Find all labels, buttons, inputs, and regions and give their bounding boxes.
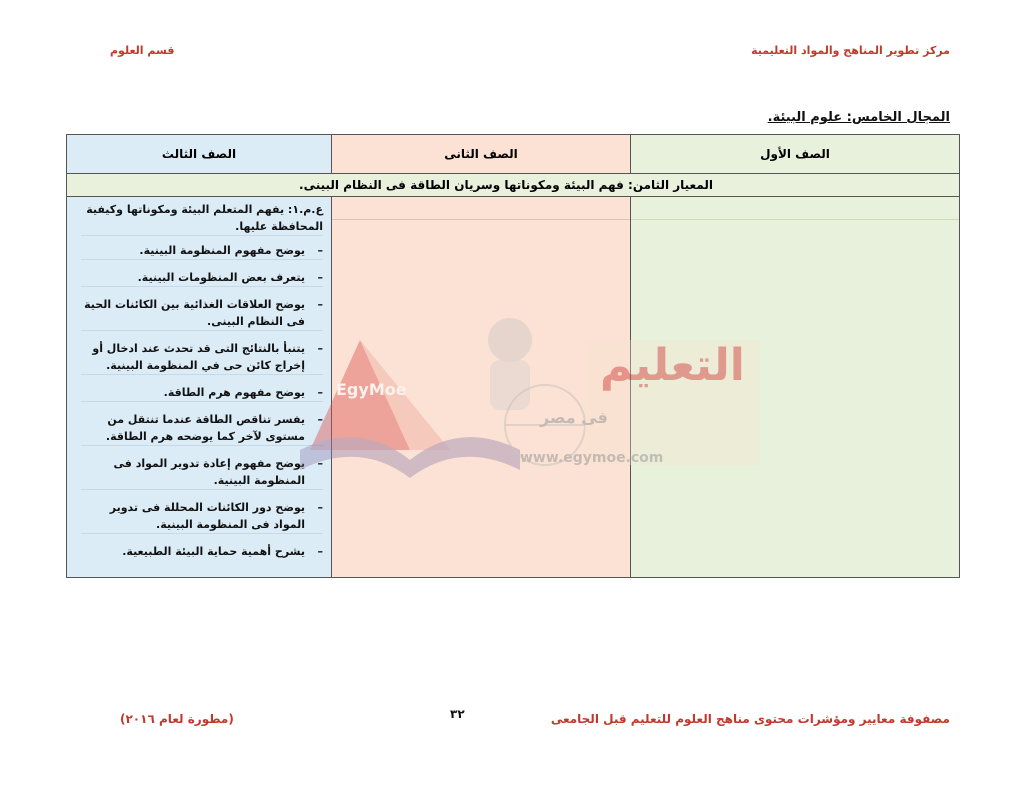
dash-marker: – [317, 298, 323, 311]
col-header-grade2: الصف الثانى [332, 135, 631, 174]
dash-marker: – [317, 545, 323, 558]
list-item: – يشرح أهمية حماية البيئة الطبيعية. [122, 545, 323, 558]
grade2-divider [332, 197, 630, 220]
dash-marker: – [317, 244, 323, 257]
header-org: مركز تطوير المناهج والمواد التعليمية [751, 44, 950, 57]
indicator-list [81, 242, 323, 560]
list-item: – يتعرف بعض المنظومات البينية. [81, 269, 323, 287]
table-header-row [67, 135, 960, 174]
watermark-sub: فى مصر [540, 408, 608, 427]
section-title: المجال الخامس: علوم البيئة. [767, 110, 950, 125]
col-header-grade1: الصف الأول [631, 135, 960, 174]
list-item: – يوضح دور الكائنات المحللة فى تدوير المواد فى المنظومة البينية. [81, 499, 323, 534]
grade2-cell [332, 197, 631, 578]
col-header-grade3: الصف الثالث [67, 135, 332, 174]
grade1-cell [631, 197, 960, 578]
list-item: – يوضح مفهوم إعادة تدوير المواد فى المنظومة البينية. [81, 455, 323, 490]
dash-marker: – [317, 342, 323, 355]
page-number: ٣٢ [450, 707, 465, 721]
standard-row [67, 174, 960, 197]
grade1-divider [631, 197, 959, 220]
dash-marker: – [317, 501, 323, 514]
content-row [67, 197, 960, 578]
list-item: – يوضح مفهوم هرم الطاقة. [81, 384, 323, 402]
dash-marker: – [317, 457, 323, 470]
watermark-url: www.egymoe.com [520, 450, 664, 466]
list-item: – يفسر تناقص الطاقة عندما تنتقل من مستوى لآخر كما يوضحه هرم الطاقة. [81, 411, 323, 446]
list-item: – يوضح مفهوم المنظومة البينية. [81, 242, 323, 260]
list-item: – يتنبأ بالنتائج التى قد تحدث عند ادخال أو إخراج كائن حى في المنظومة البينية. [81, 340, 323, 375]
standard-text: المعيار الثامن: فهم البيئة ومكوناتها وسريان الطاقة فى النظام البينى. [67, 174, 960, 197]
footer-title: مصفوفة معايير ومؤشرات محتوى مناهج العلوم للتعليم قبل الجامعى [550, 712, 950, 726]
watermark-main: التعليم [600, 340, 745, 391]
dash-marker: – [317, 413, 323, 426]
list-item: – يوضح العلاقات الغذائية بين الكائنات الحية فى النظام البينى. [81, 296, 323, 331]
dash-marker: – [317, 386, 323, 399]
grade3-cell [67, 197, 332, 578]
dash-marker: – [317, 271, 323, 284]
standards-table [66, 134, 960, 578]
watermark-brand: EgyMoe [336, 380, 407, 399]
objective-text: ع.م.١: يفهم المتعلم البيئة ومكوناتها وكيفية المحافظة عليها. [81, 201, 323, 236]
footer-edition: (مطورة لعام ٢٠١٦) [120, 712, 234, 726]
header-dept: قسم العلوم [110, 44, 175, 57]
